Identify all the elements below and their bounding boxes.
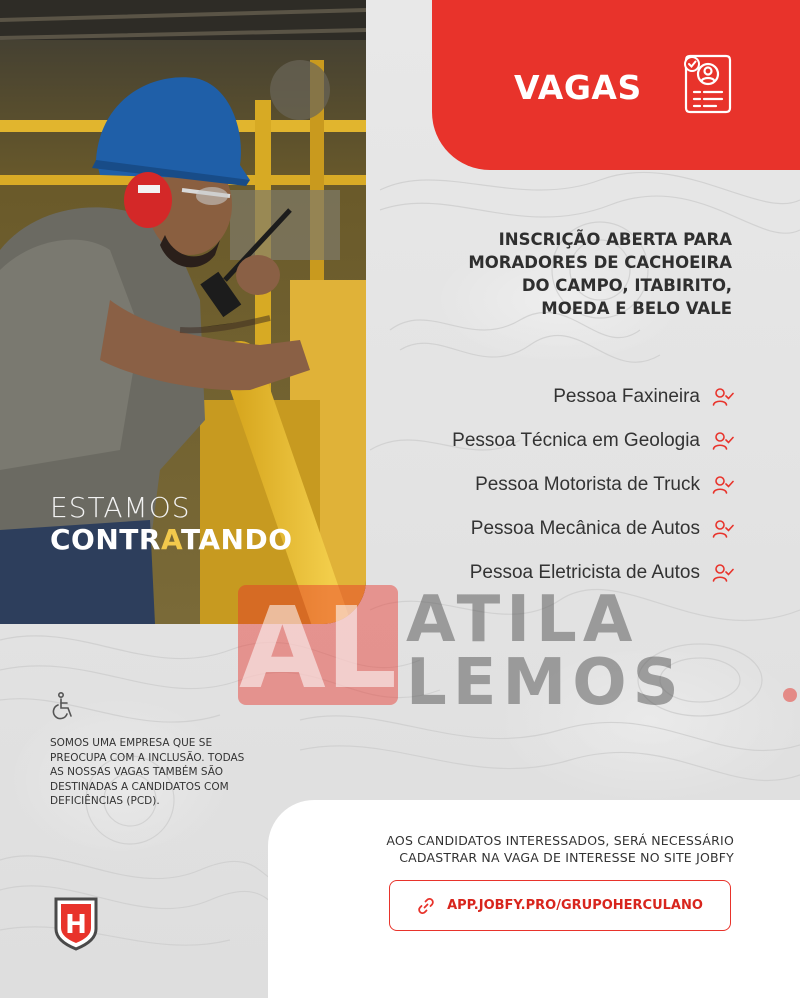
watermark-line-2: LEMOS bbox=[406, 646, 685, 708]
job-label: Pessoa Mecânica de Autos bbox=[470, 518, 700, 539]
link-chain-icon bbox=[417, 897, 435, 915]
application-instructions bbox=[314, 832, 734, 866]
user-check-icon bbox=[712, 430, 734, 452]
logo-letter: H bbox=[65, 910, 87, 940]
caption-line-2-c: TANDO bbox=[180, 523, 293, 556]
headline-line-1: INSCRIÇÃO ABERTA PARA bbox=[498, 230, 732, 249]
headline bbox=[402, 228, 732, 320]
watermark-line-1: ATILA bbox=[406, 583, 639, 657]
job-label: Pessoa Eletricista de Autos bbox=[469, 562, 700, 583]
caption-line-1: ESTAMOS bbox=[50, 491, 191, 524]
vagas-banner bbox=[432, 0, 800, 170]
wheelchair-icon bbox=[52, 692, 76, 720]
hiring-caption bbox=[50, 492, 293, 556]
headline-line-2: MORADORES DE CACHOEIRA bbox=[468, 253, 732, 272]
inclusion-text: SOMOS UMA EMPRESA QUE SE PREOCUPA COM A INCLUSÃO. TODAS AS NOSSAS VAGAS TAMBÉM SÃO DESTINADAS A CANDIDATOS COM DEFICIÊNCIAS (PCD). bbox=[50, 737, 245, 807]
job-item bbox=[452, 463, 734, 507]
resume-document-icon bbox=[680, 52, 736, 114]
user-check-icon bbox=[712, 386, 734, 408]
jobfy-link-text[interactable]: APP.JOBFY.PRO/GRUPOHERCULANO bbox=[447, 898, 703, 913]
user-check-icon bbox=[712, 474, 734, 496]
grupo-herculano-logo bbox=[52, 895, 100, 951]
caption-line-2-accent: A bbox=[160, 523, 181, 556]
caption-line-2-a: CONTR bbox=[50, 523, 161, 556]
job-label: Pessoa Técnica em Geologia bbox=[452, 430, 700, 451]
job-item bbox=[452, 507, 734, 551]
job-label: Pessoa Faxineira bbox=[553, 386, 700, 407]
jobfy-link-button[interactable] bbox=[389, 880, 731, 931]
job-label: Pessoa Motorista de Truck bbox=[475, 474, 700, 495]
user-check-icon bbox=[712, 562, 734, 584]
job-item bbox=[452, 419, 734, 463]
job-list bbox=[452, 375, 734, 595]
instructions-line-1: AOS CANDIDATOS INTERESSADOS, SERÁ NECESSÁRIO bbox=[386, 833, 734, 848]
instructions-line-2: CADASTRAR NA VAGA DE INTERESSE NO SITE JOBFY bbox=[399, 850, 734, 865]
caption-line-2 bbox=[50, 524, 293, 556]
headline-line-4: MOEDA E BELO VALE bbox=[541, 299, 732, 318]
vagas-title: VAGAS bbox=[514, 68, 642, 107]
job-item bbox=[452, 375, 734, 419]
user-check-icon bbox=[712, 518, 734, 540]
job-item bbox=[452, 551, 734, 595]
watermark-badge-text: AL bbox=[238, 584, 398, 708]
worker-photo bbox=[0, 0, 366, 624]
headline-line-3: DO CAMPO, ITABIRITO, bbox=[521, 276, 732, 295]
